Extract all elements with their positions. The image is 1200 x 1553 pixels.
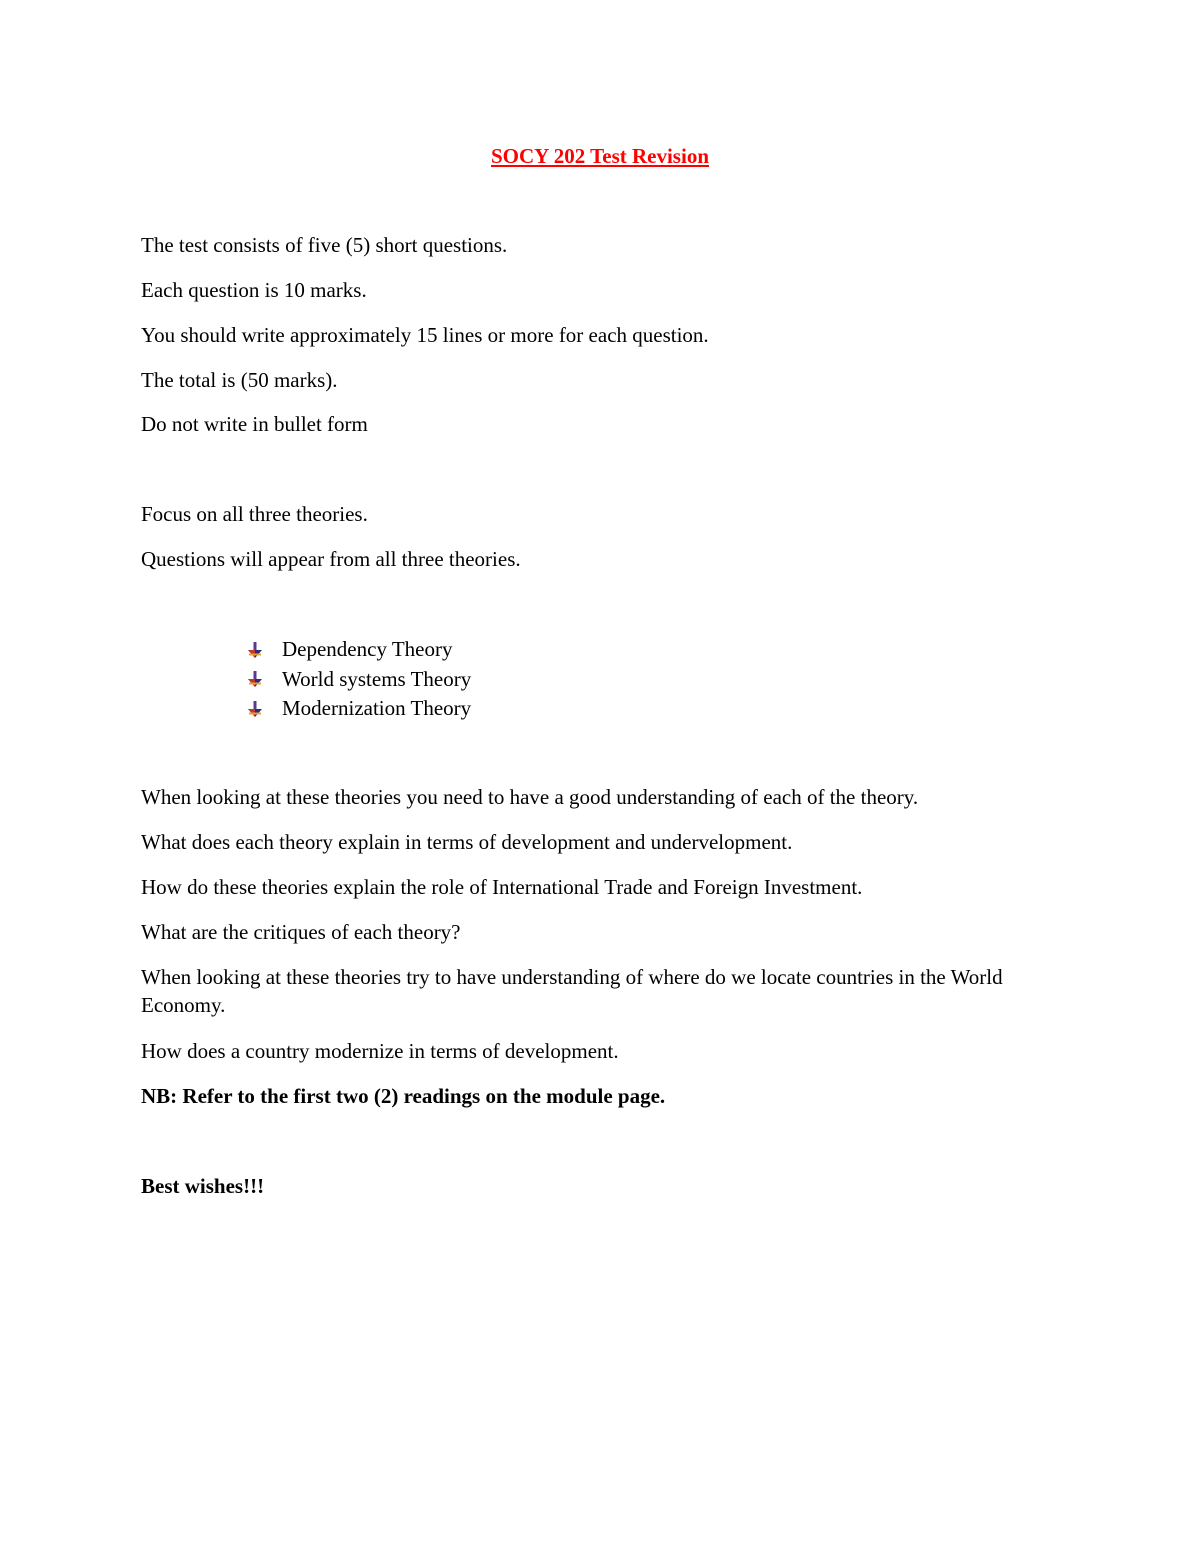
theory-label-dependency: Dependency Theory [282, 637, 453, 661]
theory-list [246, 635, 471, 724]
guidance-line-critiques: What are the critiques of each theory? [141, 920, 461, 944]
guidance-line-modernize: How does a country modernize in terms of development. [141, 1039, 619, 1063]
closing-wishes: Best wishes!!! [141, 1174, 265, 1198]
document-title: SOCY 202 Test Revision [490, 144, 709, 168]
arrow-down-bullet-icon [246, 700, 264, 718]
guidance-line-understanding: When looking at these theories you need to have a good understanding of each of the theory. [141, 785, 919, 809]
arrow-down-bullet-icon [246, 641, 264, 659]
focus-line-theories: Focus on all three theories. [141, 502, 368, 526]
list-item [246, 665, 471, 695]
list-item [246, 635, 471, 665]
intro-line-format: Do not write in bullet form [141, 412, 368, 436]
note-readings: NB: Refer to the first two (2) readings on the module page. [141, 1084, 666, 1108]
intro-line-length: You should write approximately 15 lines or more for each question. [141, 323, 709, 347]
arrow-down-bullet-icon [246, 670, 264, 688]
intro-line-questions: The test consists of five (5) short questions. [141, 233, 508, 257]
theory-label-world-systems: World systems Theory [282, 666, 472, 691]
guidance-line-trade: How do these theories explain the role of International Trade and Foreign Investment. [141, 875, 863, 899]
intro-line-marks: Each question is 10 marks. [141, 278, 367, 302]
guidance-line-world-economy: When looking at these theories try to have understanding of where do we locate countries in the World Economy. [141, 965, 1003, 1017]
list-item [246, 694, 471, 724]
theory-label-modernization: Modernization Theory [282, 696, 472, 720]
focus-line-questions: Questions will appear from all three theories. [141, 547, 521, 571]
guidance-line-development: What does each theory explain in terms of development and undervelopment. [141, 830, 793, 854]
intro-line-total: The total is (50 marks). [141, 368, 338, 392]
